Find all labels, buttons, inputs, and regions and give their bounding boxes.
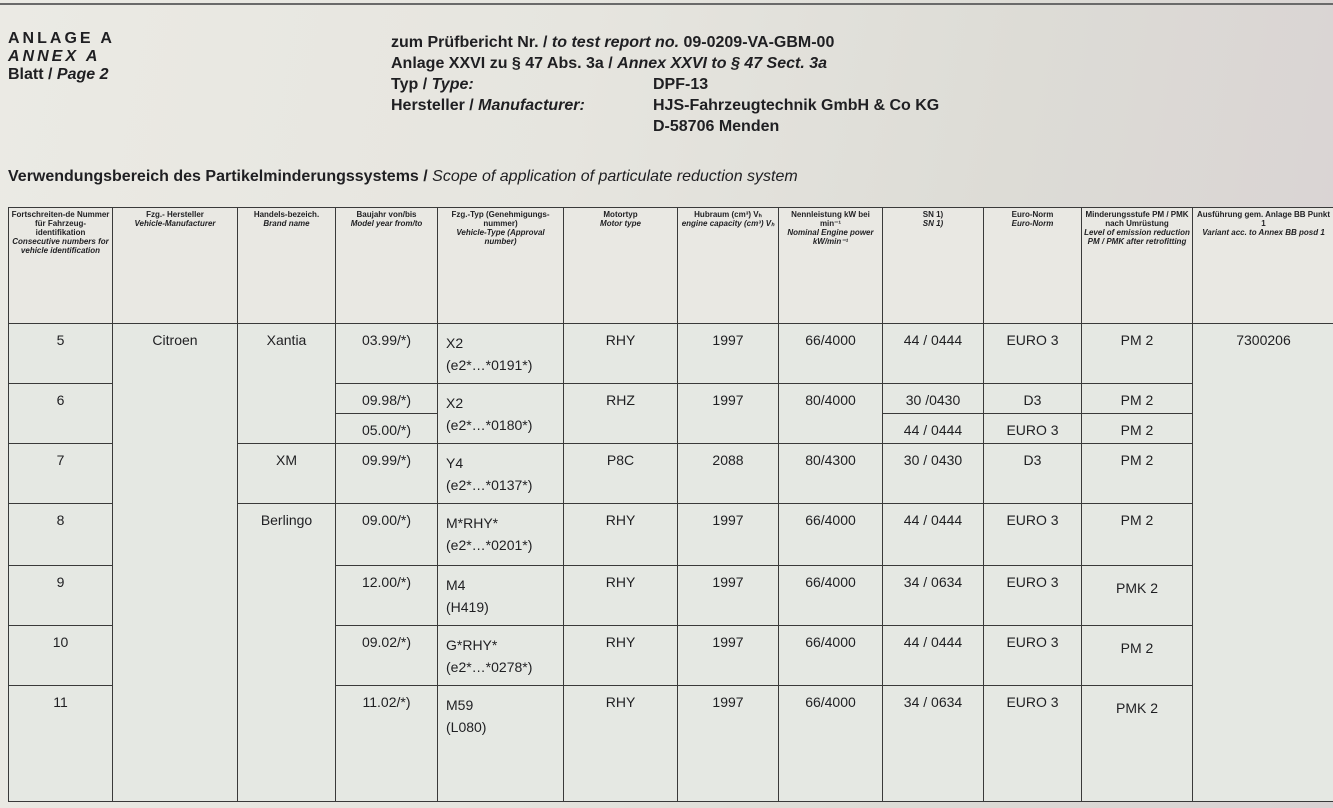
cell-capacity: 1997 <box>678 566 779 626</box>
page-label-en: Page 2 <box>56 66 109 83</box>
cell-nr: 8 <box>9 504 113 566</box>
cell-nr: 10 <box>9 626 113 686</box>
cell-level: PM 2 <box>1082 444 1193 504</box>
type-line <box>391 74 939 95</box>
report-header <box>391 32 939 137</box>
col-header-reduction-level: Minderungsstufe PM / PMK nach Umrüstung Level of emission reduction PM / PMK after retrofitting <box>1082 208 1193 324</box>
cell-year: 11.02/*) <box>336 686 438 802</box>
cell-motor: RHY <box>564 686 678 802</box>
col-header-capacity: Hubraum (cm³) Vₕ engine capacity (cm³) Vₕ <box>678 208 779 324</box>
type-label-de: Typ / <box>391 76 428 93</box>
cell-euro: EURO 3 <box>984 414 1082 444</box>
cell-year: 09.98/*) <box>336 384 438 414</box>
cell-power: 66/4000 <box>779 626 883 686</box>
cell-motor: RHY <box>564 504 678 566</box>
cell-motor: RHY <box>564 626 678 686</box>
cell-type: X2 (e2*…*0191*) <box>438 324 564 384</box>
cell-euro: D3 <box>984 444 1082 504</box>
scope-heading-en: Scope of application of particulate reduction system <box>432 168 798 185</box>
cell-nr: 11 <box>9 686 113 802</box>
cell-capacity: 1997 <box>678 324 779 384</box>
cell-brand: Berlingo <box>238 504 336 802</box>
cell-euro: EURO 3 <box>984 566 1082 626</box>
cell-level: PMK 2 <box>1082 686 1193 802</box>
page-label-de: Blatt / <box>8 66 53 83</box>
cell-sn: 30 /0430 <box>883 384 984 414</box>
annex-title-en: ANNEX A <box>8 48 101 65</box>
cell-level: PM 2 <box>1082 504 1193 566</box>
scope-heading <box>8 168 798 186</box>
cell-motor: RHY <box>564 566 678 626</box>
annex-title-de: ANLAGE A <box>8 30 115 47</box>
annex-ref-de: Anlage XXVI zu § 47 Abs. 3a / <box>391 55 613 72</box>
cell-power: 80/4000 <box>779 384 883 444</box>
cell-sn: 30 / 0430 <box>883 444 984 504</box>
cell-type: X2 (e2*…*0180*) <box>438 384 564 444</box>
col-header-manufacturer: Fzg.- Hersteller Vehicle-Manufacturer <box>113 208 238 324</box>
cell-sn: 34 / 0634 <box>883 686 984 802</box>
manufacturer-label-de: Hersteller / <box>391 97 474 114</box>
cell-year: 09.00/*) <box>336 504 438 566</box>
cell-power: 66/4000 <box>779 324 883 384</box>
manufacturer-line <box>391 95 939 116</box>
cell-sn: 44 / 0444 <box>883 414 984 444</box>
cell-motor: P8C <box>564 444 678 504</box>
top-rule <box>0 3 1333 5</box>
table-row <box>9 324 1333 384</box>
cell-euro: D3 <box>984 384 1082 414</box>
annex-reference-line <box>391 53 939 74</box>
manufacturer-label <box>391 95 653 116</box>
cell-capacity: 1997 <box>678 626 779 686</box>
cell-euro: EURO 3 <box>984 504 1082 566</box>
cell-type: M59 (L080) <box>438 686 564 802</box>
cell-power: 80/4300 <box>779 444 883 504</box>
report-label-de: zum Prüfbericht Nr. / <box>391 34 548 51</box>
cell-euro: EURO 3 <box>984 626 1082 686</box>
col-header-variant: Ausführung gem. Anlage BB Punkt 1 Variant acc. to Annex BB posd 1 <box>1193 208 1333 324</box>
cell-power: 66/4000 <box>779 566 883 626</box>
cell-sn: 44 / 0444 <box>883 504 984 566</box>
cell-type: G*RHY* (e2*…*0278*) <box>438 626 564 686</box>
type-label-en: Type: <box>431 76 474 93</box>
cell-brand: XM <box>238 444 336 504</box>
scope-heading-de: Verwendungsbereich des Partikelminderungssystems / <box>8 168 428 185</box>
cell-variant: 7300206 <box>1193 324 1333 802</box>
manufacturer-city: D-58706 Menden <box>653 118 780 135</box>
col-header-euro-norm: Euro-Norm Euro-Norm <box>984 208 1082 324</box>
cell-level: PM 2 <box>1082 384 1193 414</box>
cell-motor: RHY <box>564 324 678 384</box>
col-header-motor-type: Motortyp Motor type <box>564 208 678 324</box>
col-header-brand: Handels-bezeich. Brand name <box>238 208 336 324</box>
cell-type: M*RHY* (e2*…*0201*) <box>438 504 564 566</box>
cell-nr: 5 <box>9 324 113 384</box>
cell-level: PM 2 <box>1082 626 1193 686</box>
cell-type: M4 (H419) <box>438 566 564 626</box>
manufacturer-city-line <box>391 116 939 137</box>
cell-capacity: 1997 <box>678 686 779 802</box>
cell-year: 12.00/*) <box>336 566 438 626</box>
col-header-vehicle-type: Fzg.-Typ (Genehmigungs-nummer) Vehicle-Type (Approval number) <box>438 208 564 324</box>
col-header-number: Fortschreiten-de Nummer für Fahrzeug-identifikation Consecutive numbers for vehicle identification <box>9 208 113 324</box>
cell-year: 09.02/*) <box>336 626 438 686</box>
cell-euro: EURO 3 <box>984 324 1082 384</box>
report-number: 09-0209-VA-GBM-00 <box>683 34 835 51</box>
cell-nr: 7 <box>9 444 113 504</box>
cell-nr: 6 <box>9 384 113 444</box>
manufacturer-label-en: Manufacturer: <box>478 97 585 114</box>
application-table <box>8 207 1333 802</box>
cell-euro: EURO 3 <box>984 686 1082 802</box>
cell-capacity: 1997 <box>678 384 779 444</box>
cell-year: 09.99/*) <box>336 444 438 504</box>
cell-nr: 9 <box>9 566 113 626</box>
page-number <box>8 66 115 84</box>
report-label-en: to test report no. <box>551 34 680 51</box>
cell-year: 03.99/*) <box>336 324 438 384</box>
type-value: DPF-13 <box>653 76 709 93</box>
cell-level: PM 2 <box>1082 414 1193 444</box>
cell-sn: 34 / 0634 <box>883 566 984 626</box>
table-header-row <box>9 208 1333 324</box>
cell-year: 05.00/*) <box>336 414 438 444</box>
cell-capacity: 2088 <box>678 444 779 504</box>
col-header-model-year: Baujahr von/bis Model year from/to <box>336 208 438 324</box>
cell-type: Y4 (e2*…*0137*) <box>438 444 564 504</box>
col-header-sn: SN 1) SN 1) <box>883 208 984 324</box>
manufacturer-value: HJS-Fahrzeugtechnik GmbH & Co KG <box>653 97 940 114</box>
report-number-line <box>391 32 939 53</box>
type-label <box>391 74 653 95</box>
cell-power: 66/4000 <box>779 686 883 802</box>
cell-sn: 44 / 0444 <box>883 324 984 384</box>
annex-block <box>8 30 115 84</box>
cell-sn: 44 / 0444 <box>883 626 984 686</box>
cell-brand: Xantia <box>238 324 336 444</box>
col-header-power: Nennleistung kW bei min⁻¹ Nominal Engine power kW/min⁻¹ <box>779 208 883 324</box>
cell-power: 66/4000 <box>779 504 883 566</box>
cell-level: PM 2 <box>1082 324 1193 384</box>
cell-manufacturer: Citroen <box>113 324 238 802</box>
cell-capacity: 1997 <box>678 504 779 566</box>
cell-motor: RHZ <box>564 384 678 444</box>
annex-ref-en: Annex XXVI to § 47 Sect. 3a <box>617 55 828 72</box>
cell-level: PMK 2 <box>1082 566 1193 626</box>
